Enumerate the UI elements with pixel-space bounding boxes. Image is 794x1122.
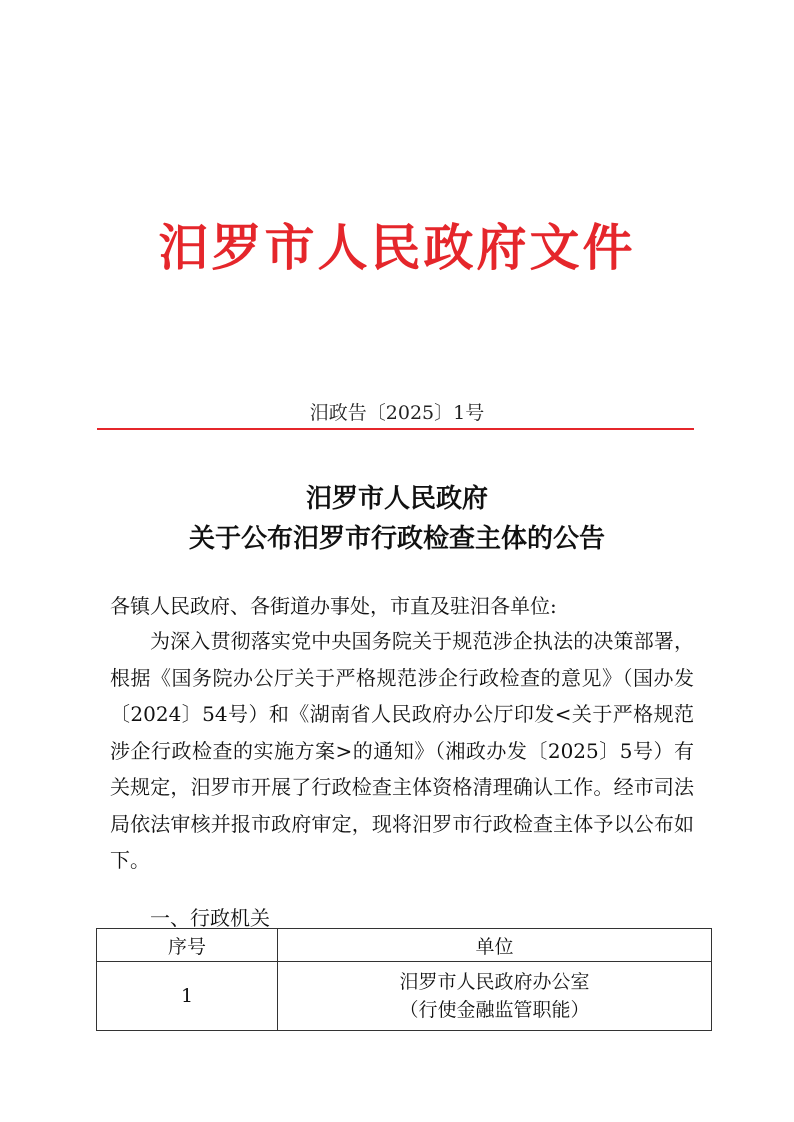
units-table bbox=[96, 928, 712, 1031]
body-paragraph: 为深入贯彻落实党中央国务院关于规范涉企执法的决策部署，根据《国务院办公厅关于严格规范涉企行政检查的意见》（国办发〔2024〕54号）和《湖南省人民政府办公厅印发<关于严格规范涉企行政检查的实施方案>的通知》（湘政办发〔2025〕5号）有关规定，汨罗市开展了行政检查主体资格清理确认工作。经市司法局依法审核并报市政府审定，现将汨罗市行政检查主体予以公布如下。 bbox=[110, 629, 694, 872]
title-line-1: 汨罗市人民政府 bbox=[305, 484, 488, 514]
row-unit bbox=[278, 962, 712, 1031]
table-header-row bbox=[97, 929, 712, 962]
table-row bbox=[97, 962, 712, 1031]
section-heading: 一、行政机关 bbox=[150, 906, 270, 930]
document-number: 汨政告〔2025〕1号 bbox=[309, 402, 485, 424]
row-unit-name: 汨罗市人民政府办公室 bbox=[399, 971, 590, 993]
row-index: 1 bbox=[97, 962, 278, 1031]
header-index: 序号 bbox=[97, 929, 278, 962]
red-divider-line bbox=[97, 428, 694, 430]
title-line-2: 关于公布汨罗市行政检查主体的公告 bbox=[188, 524, 605, 554]
document-masthead: 汨罗市人民政府文件 bbox=[158, 218, 636, 277]
row-unit-note: （行使金融监管职能） bbox=[399, 999, 590, 1021]
header-unit: 单位 bbox=[278, 929, 712, 962]
salutation: 各镇人民政府、各街道办事处，市直及驻汨各单位: bbox=[110, 594, 557, 618]
